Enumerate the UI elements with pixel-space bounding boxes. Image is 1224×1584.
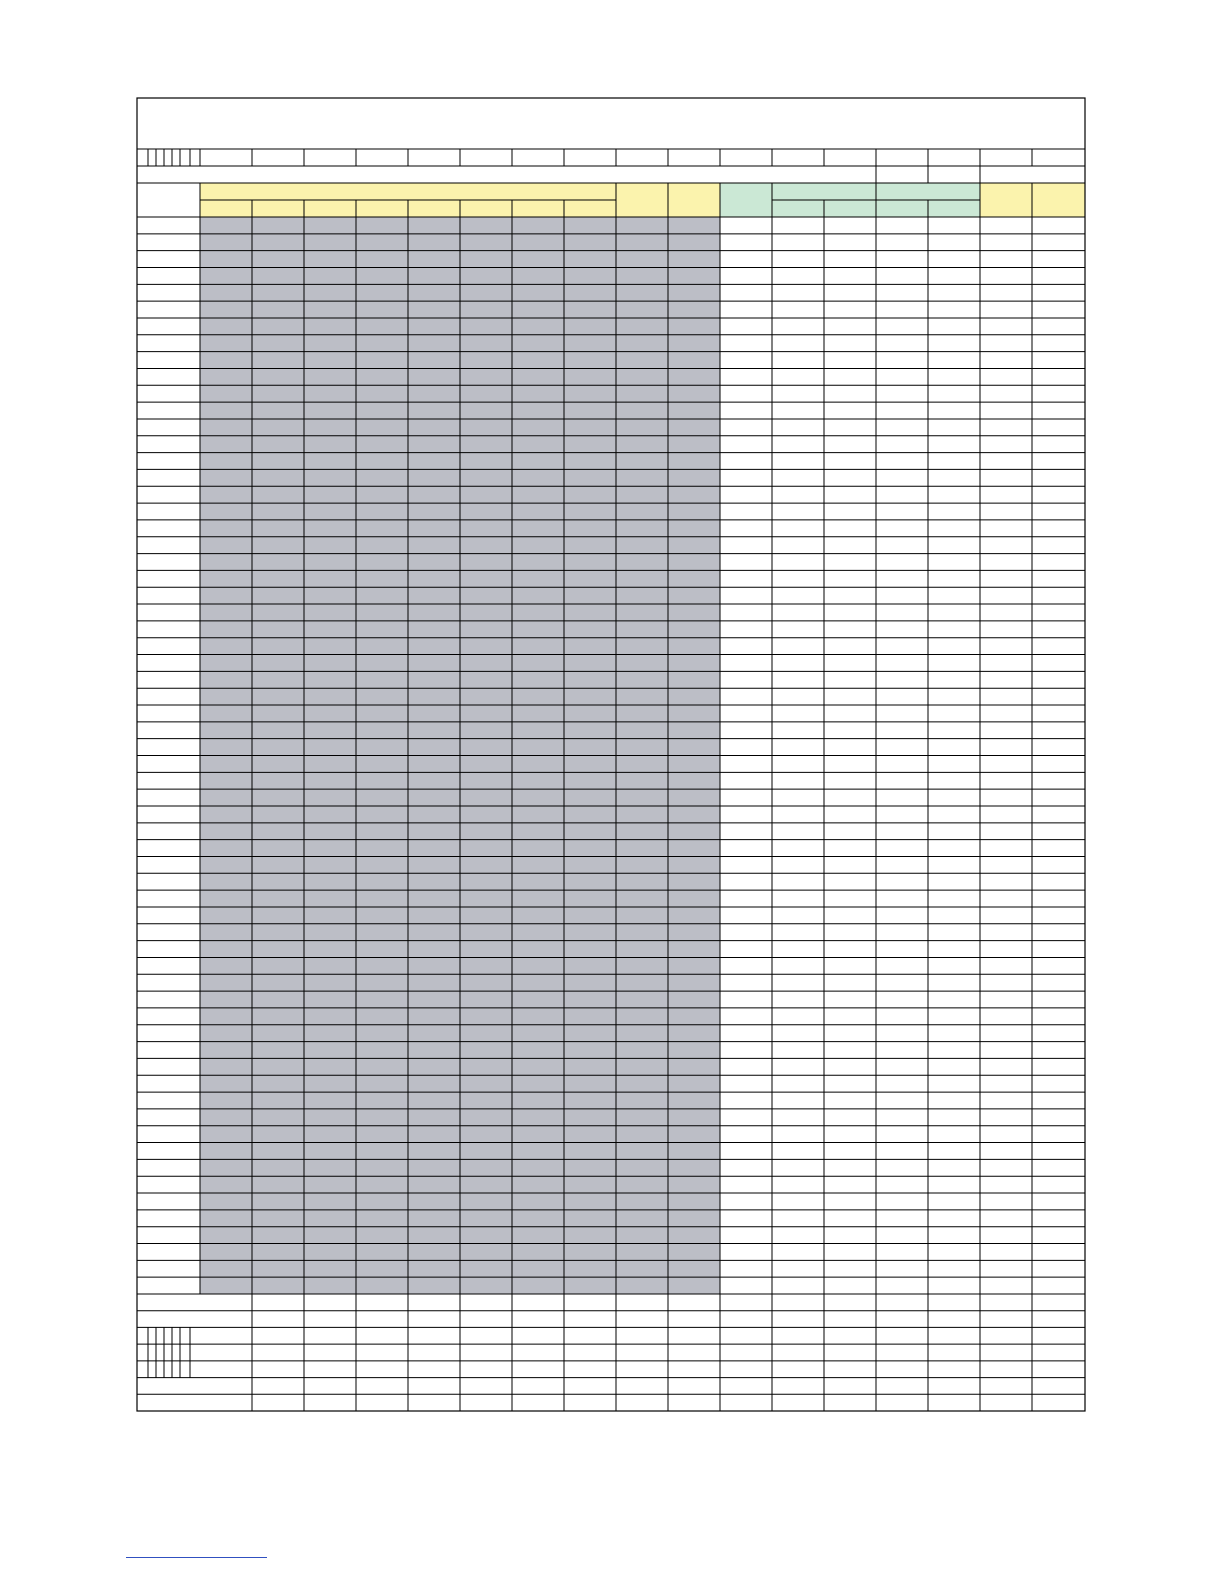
yellow-sub-header — [408, 200, 460, 217]
yellow-group-header — [200, 183, 616, 200]
yellow-sub-header — [512, 200, 564, 217]
yellow-sub-header — [304, 200, 356, 217]
yellow-sub-header — [564, 200, 616, 217]
yellow-sub-header — [200, 200, 252, 217]
yellow-sub-header — [460, 200, 512, 217]
yellow-sub-header — [252, 200, 304, 217]
yellow-sub-header — [356, 200, 408, 217]
footer-link-rule[interactable] — [126, 1557, 267, 1558]
